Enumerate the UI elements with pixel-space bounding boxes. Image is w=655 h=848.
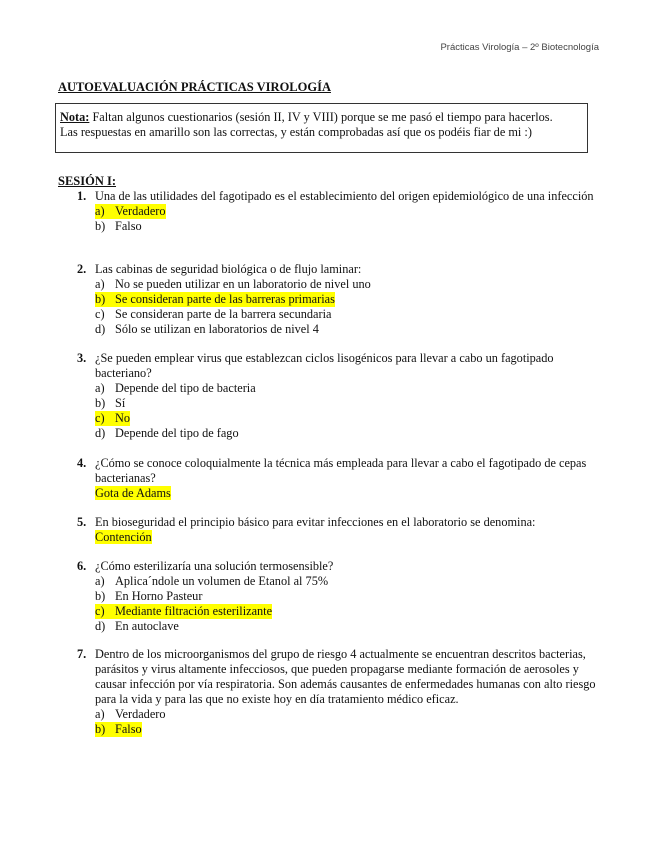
option: b) Se consideran parte de las barreras primarias — [95, 292, 335, 306]
page-header: Prácticas Virología – 2º Biotecnología — [440, 42, 599, 53]
option: b) Falso — [95, 722, 142, 736]
question-4 — [77, 456, 597, 501]
note-box — [55, 103, 588, 153]
option: a) No se pueden utilizar en un laboratorio de nivel uno — [95, 277, 371, 291]
option: d) Sólo se utilizan en laboratorios de nivel 4 — [95, 322, 319, 336]
option-text: Aplica´ndole un volumen de Etanol al 75% — [115, 574, 329, 588]
option-text: En Horno Pasteur — [115, 589, 203, 603]
question-number: 6. — [77, 559, 87, 573]
option: a) Depende del tipo de bacteria — [95, 381, 256, 395]
question-text: Dentro de los microorganismos del grupo de riesgo 4 actualmente se encuentran descritos bacterias, parásitos y virus altamente infecciosos, que pueden propagarse mediante formación de aerosoles y causar infección por vía respiratoria. Son además causantes de enfermedades humanas con alto riesgo para la vida y para las que no existe hoy en día tratamiento médico eficaz. — [95, 647, 596, 706]
option: a) Aplica´ndole un volumen de Etanol al 75% — [95, 574, 329, 588]
option: b) En Horno Pasteur — [95, 589, 203, 603]
note-text-1: Faltan algunos cuestionarios (sesión II, IV y VIII) porque se me pasó el tiempo para hacerlos. — [89, 110, 553, 124]
note-line-1 — [60, 110, 587, 125]
option-text: Verdadero — [115, 707, 166, 721]
question-3 — [77, 351, 597, 441]
option-text: En autoclave — [115, 619, 179, 633]
option-text-correct: Mediante filtración esterilizante — [115, 604, 273, 618]
option-text: No se pueden utilizar en un laboratorio de nivel uno — [115, 277, 371, 291]
section-title: SESIÓN I: — [58, 174, 117, 188]
note-line-2: Las respuestas en amarillo son las correctas, y están comprobadas así que os podéis fiar de mi :) — [60, 125, 532, 139]
question-text: Las cabinas de seguridad biológica o de flujo laminar: — [95, 262, 362, 276]
document-title: AUTOEVALUACIÓN PRÁCTICAS VIROLOGÍA — [58, 80, 331, 94]
option: c) No — [95, 411, 131, 425]
option: c) Se consideran parte de la barrera secundaria — [95, 307, 332, 321]
option: a) Verdadero — [95, 707, 166, 721]
option: a) Verdadero — [95, 204, 166, 218]
question-number: 5. — [77, 515, 87, 529]
question-7 — [77, 647, 597, 737]
question-1 — [77, 189, 597, 234]
answer-text-correct: Gota de Adams — [95, 486, 171, 500]
question-text: ¿Cómo esterilizaría una solución termosensible? — [95, 559, 334, 573]
question-number: 3. — [77, 351, 87, 365]
option-text: Depende del tipo de fago — [115, 426, 239, 440]
question-text: ¿Se pueden emplear virus que establezcan ciclos lisogénicos para llevar a cabo un fagotipado bacteriano? — [95, 351, 554, 380]
option: b) Sí — [95, 396, 126, 410]
question-6 — [77, 559, 597, 634]
question-number: 7. — [77, 647, 87, 661]
option: c) Mediante filtración esterilizante — [95, 604, 273, 618]
question-text: Una de las utilidades del fagotipado es el establecimiento del origen epidemiológico de una infección — [95, 189, 594, 203]
question-text: En bioseguridad el principio básico para evitar infecciones en el laboratorio se denomina: — [95, 515, 536, 529]
option-text: Falso — [115, 219, 142, 233]
option-text: Depende del tipo de bacteria — [115, 381, 256, 395]
answer-text-correct: Contención — [95, 530, 152, 544]
question-text: ¿Cómo se conoce coloquialmente la técnica más empleada para llevar a cabo el fagotipado de cepas bacterianas? — [95, 456, 587, 485]
option-text: Sólo se utilizan en laboratorios de nivel 4 — [115, 322, 319, 336]
question-number: 2. — [77, 262, 87, 276]
question-5 — [77, 515, 597, 545]
note-label: Nota: — [60, 110, 90, 124]
option-text-correct: Verdadero — [115, 204, 166, 218]
option: d) En autoclave — [95, 619, 179, 633]
question-2 — [77, 262, 597, 337]
option-text-correct: Se consideran parte de las barreras primarias — [115, 292, 335, 306]
option-text: Sí — [115, 396, 126, 410]
option: b) Falso — [95, 219, 142, 233]
question-number: 1. — [77, 189, 87, 203]
option-text-correct: No — [115, 411, 131, 425]
question-number: 4. — [77, 456, 87, 470]
option-text-correct: Falso — [115, 722, 142, 736]
option: d) Depende del tipo de fago — [95, 426, 239, 440]
option-text: Se consideran parte de la barrera secundaria — [115, 307, 332, 321]
